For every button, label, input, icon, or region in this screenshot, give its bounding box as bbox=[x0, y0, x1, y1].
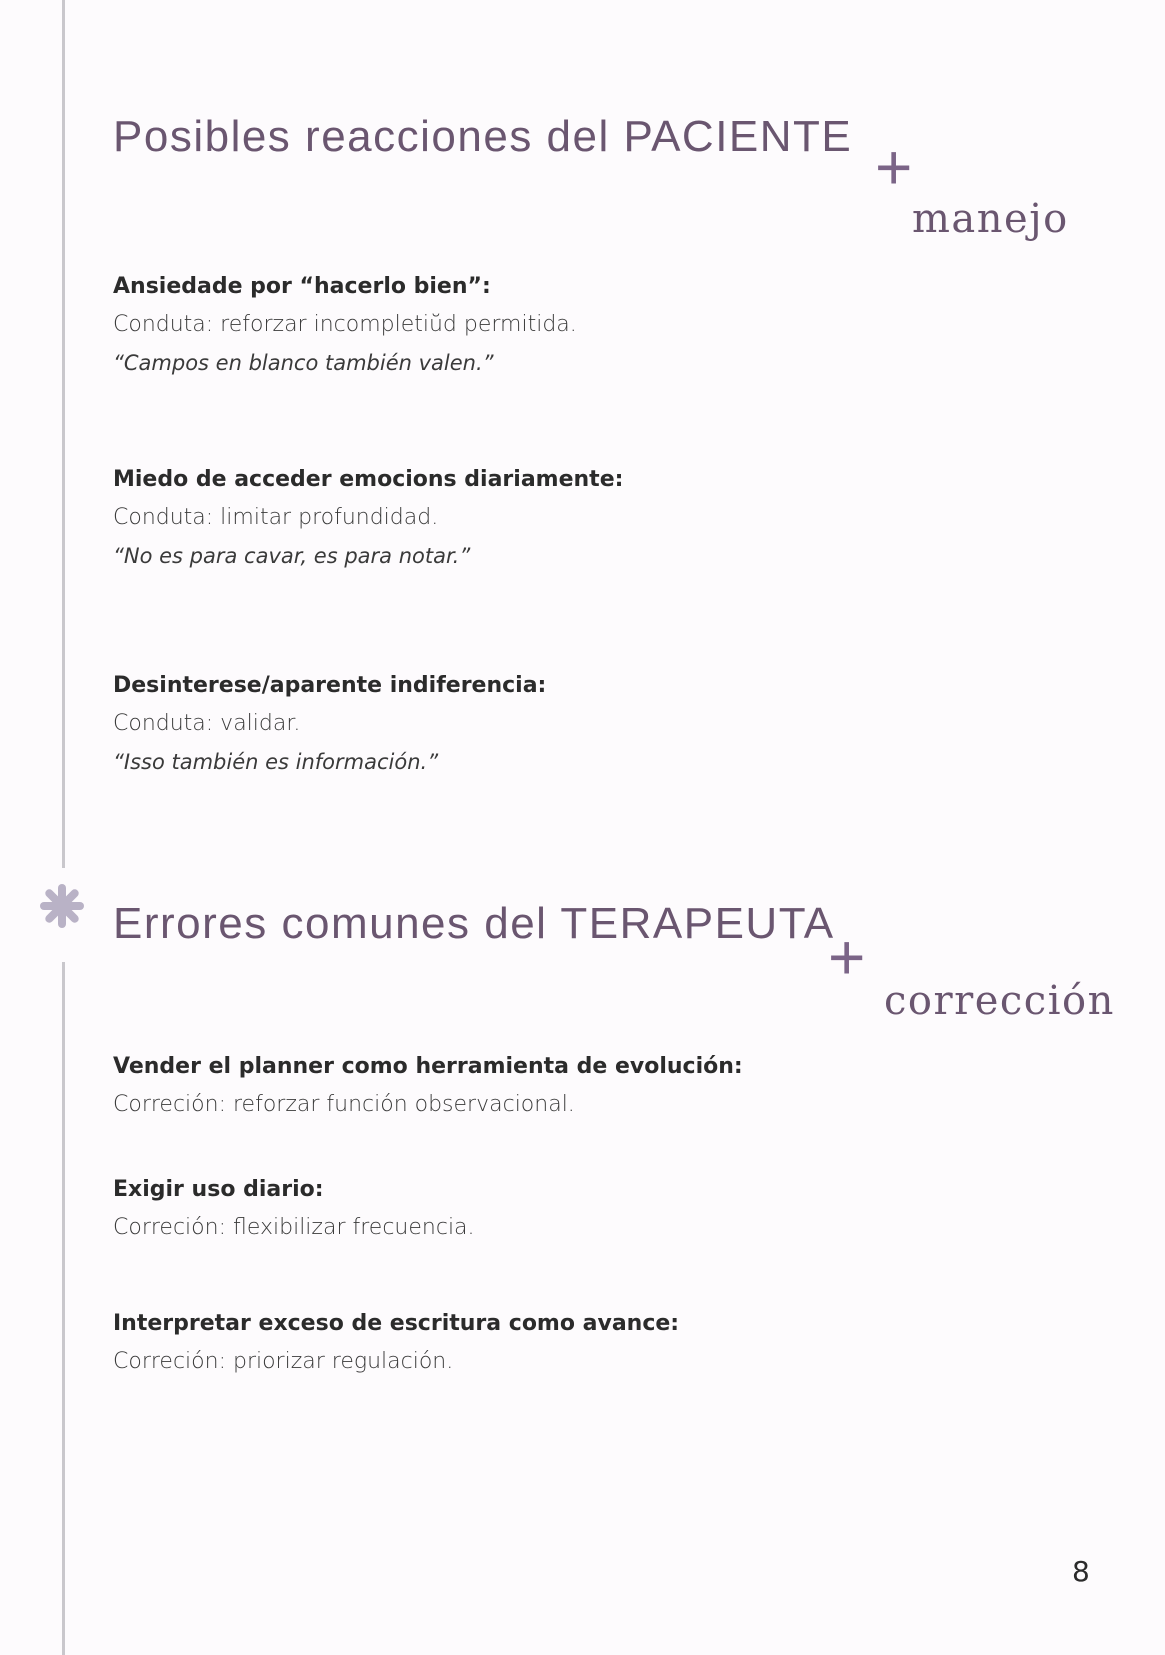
error-item bbox=[113, 1048, 743, 1124]
margin-rule-bottom bbox=[62, 962, 65, 1655]
page-number: 8 bbox=[1072, 1555, 1090, 1588]
section-title-patient: Posibles reacciones del PACIENTE bbox=[113, 112, 853, 161]
section-title-therapist: Errores comunes del TERAPEUTA bbox=[113, 899, 835, 948]
error-correction: Correción: reforzar función observacional. bbox=[113, 1092, 575, 1117]
reaction-label: Ansiedade por “hacerlo bien”: bbox=[113, 274, 491, 299]
plus-icon: + bbox=[828, 921, 866, 993]
reaction-action: Conduta: reforzar incompletiŭd permitida. bbox=[113, 312, 577, 337]
error-label: Exigir uso diario: bbox=[113, 1177, 324, 1202]
reaction-label: Desinterese/aparente indiferencia: bbox=[113, 673, 547, 698]
plus-icon: + bbox=[875, 131, 913, 203]
reaction-item bbox=[113, 268, 577, 382]
reaction-quote: “No es para cavar, es para notar.” bbox=[113, 544, 471, 568]
reaction-quote: “Campos en blanco también valen.” bbox=[113, 351, 494, 375]
reaction-quote: “Isso también es información.” bbox=[113, 750, 439, 774]
reaction-label: Miedo de acceder emocions diariamente: bbox=[113, 467, 624, 492]
reaction-action: Conduta: validar. bbox=[113, 711, 301, 736]
reaction-item bbox=[113, 667, 546, 781]
section-subtitle-manejo: manejo bbox=[912, 196, 1069, 242]
asterisk-icon bbox=[38, 882, 86, 930]
error-label: Interpretar exceso de escritura como avance: bbox=[113, 1311, 680, 1336]
margin-rule-top bbox=[62, 0, 65, 868]
error-correction: Correción: flexibilizar frecuencia. bbox=[113, 1215, 475, 1240]
reaction-action: Conduta: limitar profundidad. bbox=[113, 505, 439, 530]
error-correction: Correción: priorizar regulación. bbox=[113, 1349, 454, 1374]
error-item bbox=[113, 1171, 475, 1247]
reaction-item bbox=[113, 461, 623, 575]
error-item bbox=[113, 1305, 679, 1381]
section-subtitle-correccion: corrección bbox=[884, 978, 1115, 1024]
error-label: Vender el planner como herramienta de evolución: bbox=[113, 1054, 743, 1079]
